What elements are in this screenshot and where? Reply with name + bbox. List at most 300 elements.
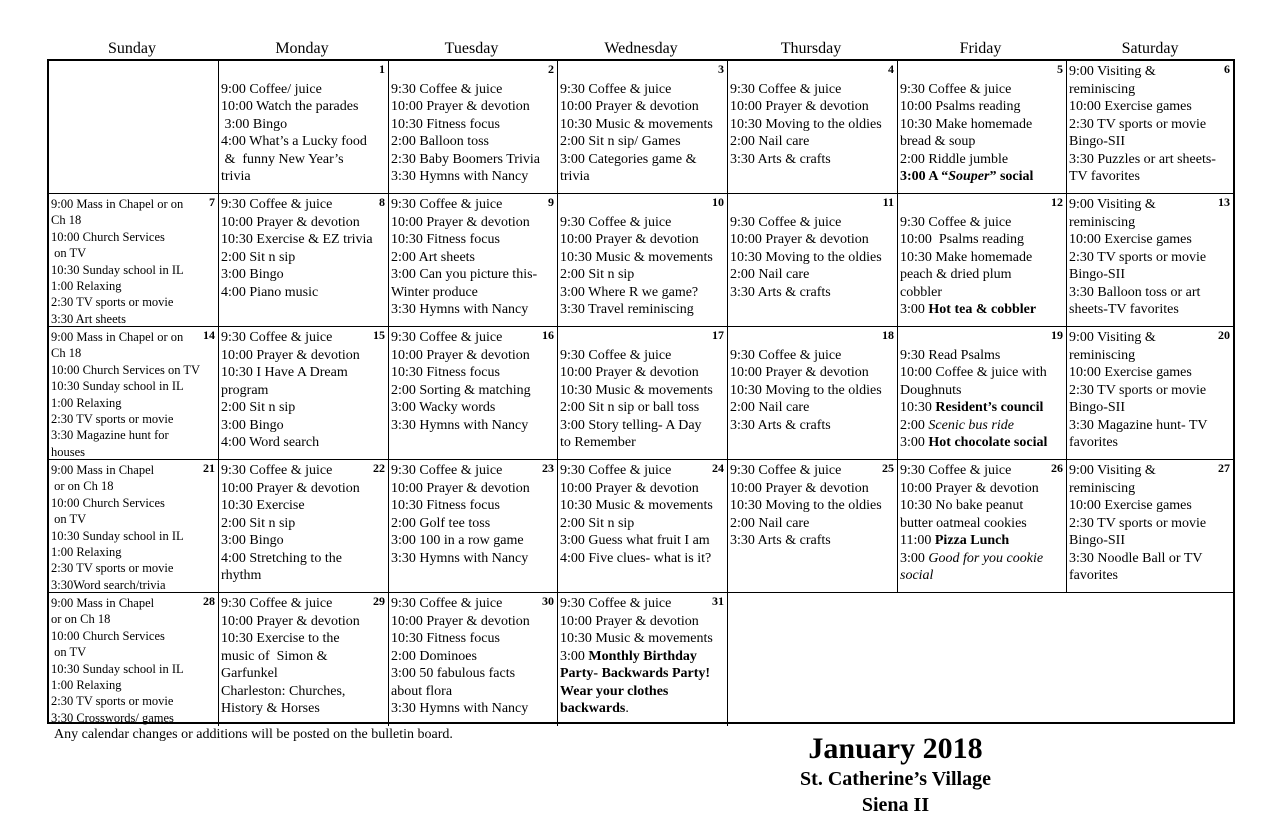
activity-line: 2:00 Sit n sip [560,515,635,531]
day-number: 13 [1218,195,1230,209]
activity-list [730,329,895,434]
footer-note: Any calendar changes or additions will be posted on the bulletin board. [54,727,453,742]
weekday-tuesday: Tuesday [444,40,499,57]
activity-line [560,700,725,718]
activity-line: TV favorites [1069,169,1140,184]
activity-line: 3:30 Hymns with Nancy [391,169,529,184]
activity-line: favorites [1069,568,1118,583]
day-number: 21 [203,461,215,475]
activity-line: 10:30 Music & movements [560,249,713,265]
activity-line: 3:30 Noodle Ball or TV [1069,550,1203,566]
activity-line [900,532,1064,550]
activity-line: 2:00 Sit n sip/ Games [560,134,681,149]
activity-line: 3:30 Arts & crafts [730,284,831,300]
activity-line: 9:30 Coffee & juice [900,463,1012,478]
activity-line: 3:30Word search/trivia [51,577,166,592]
activity-line: 4:00 Piano music [221,284,319,300]
activity-line: on TV [51,512,87,527]
activity-line: 2:00 Riddle jumble [900,151,1009,167]
activity-line [560,63,725,81]
activity-line [221,63,386,81]
weekday-header [47,38,1235,60]
day-cell [558,460,728,593]
day-number: 5 [1057,62,1063,76]
activity-line: 3:30 Crosswords/ games [51,710,174,725]
activity-text: social [900,568,934,583]
day-cell [898,460,1067,593]
activity-line: 10:00 Exercise games [1069,365,1192,380]
activity-line: 3:00 Bingo [221,267,284,282]
activity-list [51,196,216,327]
day-cell [49,327,219,460]
activity-line: 10:00 Exercise games [1069,99,1192,114]
activity-line [900,196,1064,214]
day-cell [1067,61,1233,194]
activity-line [560,665,725,683]
activity-line: 10:00 Prayer & devotion [391,99,530,114]
day-cell [1067,460,1233,593]
activity-line: 2:00 Sorting & matching [391,382,531,398]
activity-line: 10:00 Prayer & devotion [391,613,530,629]
activity-line: 3:30 Arts & crafts [730,417,831,433]
activity-line: 10:00 Prayer & devotion [730,99,869,114]
activity-line: 2:00 Nail care [730,267,810,282]
weekday-monday: Monday [275,40,329,57]
activity-line: 10:30 Sunday school in IL [51,528,184,543]
activity-line [900,399,1064,417]
activity-line: 9:30 Read Psalms [900,347,1001,363]
activity-line: about flora [391,683,453,699]
day-number: 29 [373,594,385,608]
day-number: 16 [542,328,554,342]
activity-line: 2:00 Sit n sip [221,249,296,265]
day-cell [219,61,389,194]
activity-line [900,550,1064,568]
activity-list [391,329,555,434]
day-number: 31 [712,594,724,608]
activity-list [391,595,555,718]
day-cell [219,194,389,327]
calendar-title-block [558,726,1233,818]
activity-line: 3:00 Wacky words [391,400,496,415]
day-number: 28 [203,594,215,608]
activity-line: 9:30 Coffee & juice [221,197,333,212]
activity-line: 3:00 Categories game & [560,151,697,167]
day-cell [1067,327,1233,460]
activity-line: reminiscing [1069,81,1136,97]
activity-line: 2:00 Nail care [730,400,810,415]
activity-line: 1:00 Relaxing [51,678,122,693]
activity-line: 10:30 Sunday school in IL [51,661,184,676]
activity-line: 3:30 Travel reminiscing [560,302,694,317]
activity-line [900,168,1064,186]
activity-text: Souper [948,169,990,184]
activity-line: 10:00 Church Services [51,628,165,643]
activity-line [900,434,1064,452]
day-number: 23 [542,461,554,475]
activity-line: 2:00 Golf tee toss [391,515,491,531]
activity-line: 10:30 Moving to the oldies [730,249,882,265]
activity-line: rhythm [221,568,262,583]
activity-list [1069,329,1231,452]
activity-line: 10:00 Prayer & devotion [730,365,869,380]
activity-line: 2:00 Sit n sip [560,267,635,282]
activity-line: 10:00 Prayer & devotion [560,365,699,380]
activity-line: 9:00 Coffee/ juice [221,81,322,97]
activity-line: 3:30 Magazine hunt for [51,428,169,443]
weekday-wednesday: Wednesday [604,40,678,57]
activity-line: 3:00 Guess what fruit I am [560,533,710,548]
activity-list [221,462,386,585]
day-cell [389,327,558,460]
activity-line: 9:30 Coffee & juice [730,81,842,97]
day-cell [898,194,1067,327]
activity-line: 9:30 Coffee & juice [560,596,672,611]
activity-text: Hot chocolate social [928,435,1048,450]
activity-line: 10:30 Make homemade [900,249,1033,265]
day-number: 18 [882,328,894,342]
day-cell [728,194,898,327]
activity-list [560,329,725,452]
day-cell [219,593,389,726]
activity-line: 10:00 Prayer & devotion [730,232,869,247]
activity-line: 9:00 Visiting & [1069,197,1156,212]
activity-line: or on Ch 18 [51,612,111,627]
activity-line: 9:30 Coffee & juice [900,214,1012,230]
activity-line: 10:30 Sunday school in IL [51,379,184,394]
day-cell [49,460,219,593]
day-number: 14 [203,328,215,342]
activity-line: to Remember [560,435,636,450]
activity-line: 3:30 Balloon toss or art [1069,284,1201,300]
activity-line: 9:30 Coffee & juice [560,81,672,97]
activity-line: 9:30 Coffee & juice [391,81,503,97]
activity-line: 10:30 Music & movements [560,631,713,646]
day-number: 1 [379,62,385,76]
activity-line: 2:00 Dominoes [391,648,477,664]
activity-line [900,567,1064,585]
activity-line: 9:30 Coffee & juice [221,463,333,478]
activity-list [730,196,895,301]
activity-text: 3:00 [900,302,929,317]
activity-list [560,462,725,567]
activity-line: 10:00 Prayer & devotion [391,480,530,496]
day-number: 15 [373,328,385,342]
activity-text: 3:00 [560,648,589,664]
activity-line: 3:00 Where R we game? [560,284,699,300]
activity-list [560,63,725,186]
activity-line: 10:00 Prayer & devotion [730,480,869,496]
activity-line: 9:00 Visiting & [1069,330,1156,345]
activity-line: 9:30 Coffee & juice [221,330,333,345]
activity-text: Good for you cookie [928,550,1044,566]
day-number: 24 [712,461,724,475]
activity-line: 9:00 Mass in Chapel [51,596,155,610]
activity-line [560,648,725,666]
day-number: 27 [1218,461,1230,475]
activity-line: Bingo-SII [1069,400,1125,415]
activity-line: 2:00 Sit n sip [221,400,296,415]
activity-line: 10:30 Moving to the oldies [730,498,882,513]
activity-line: 9:30 Coffee & juice [560,347,672,363]
day-cell [389,593,558,726]
activity-line: 1:00 Relaxing [51,395,122,410]
day-number: 7 [209,195,215,209]
activity-line: History & Horses [221,701,320,716]
activity-line: 2:30 TV sports or movie [51,694,174,709]
activity-line: 10:30 Fitness focus [391,631,500,646]
activity-line: 10:30 Make homemade [900,116,1033,132]
activity-line: 9:30 Coffee & juice [730,463,842,478]
activity-text: 2:00 [900,417,929,433]
activity-line: program [221,382,269,398]
activity-line: 10:00 Prayer & devotion [391,347,530,363]
activity-line: reminiscing [1069,214,1136,230]
activity-text: . [625,701,629,716]
unit-name: Siena II [861,794,930,817]
activity-list [51,329,216,460]
weekday-sunday: Sunday [108,40,156,57]
activity-line: 2:30 TV sports or movie [51,295,174,310]
day-cell [1067,194,1233,327]
activity-line [391,63,555,81]
day-cell [219,327,389,460]
activity-text: 11:00 [900,533,935,548]
activity-line: 2:30 TV sports or movie [51,561,174,576]
activity-line: on TV [51,645,87,660]
activity-text: 10:30 [900,400,936,415]
activity-line [730,63,895,81]
activity-list [900,196,1064,319]
activity-line: 9:00 Mass in Chapel or on [51,197,184,211]
activity-line: 3:30 Hymns with Nancy [391,417,529,433]
activity-line: 10:00 Prayer & devotion [560,232,699,247]
activity-list [51,595,216,726]
activity-line: Bingo-SII [1069,134,1125,149]
activity-line: 10:30 I Have A Dream [221,365,348,380]
day-cell [558,593,728,726]
activity-line: 9:30 Coffee & juice [391,197,503,212]
activity-line: 10:30 Exercise & EZ trivia [221,232,373,247]
day-cell [389,460,558,593]
day-cell [389,194,558,327]
activity-line: Bingo-SII [1069,533,1125,548]
activity-list [221,595,386,718]
activity-list [1069,196,1231,319]
activity-line [560,329,725,347]
activity-line: 2:30 TV sports or movie [1069,515,1207,531]
activity-list [391,462,555,567]
activity-line: 10:30 Fitness focus [391,232,500,247]
activity-line: 10:30 No bake peanut [900,498,1024,513]
activity-line: reminiscing [1069,480,1136,496]
activity-line [560,196,725,214]
activity-line: houses [51,444,86,459]
activity-list [221,63,386,186]
activity-list [560,595,725,718]
activity-line: 10:00 Exercise games [1069,498,1192,513]
day-cell [898,327,1067,460]
activity-line: 10:30 Fitness focus [391,116,500,132]
activity-line: trivia [221,169,251,184]
activity-line: 10:00 Prayer & devotion [221,347,360,363]
activity-list [900,329,1064,452]
day-number: 3 [718,62,724,76]
activity-line: Winter produce [391,284,478,300]
day-number: 10 [712,195,724,209]
activity-text: ” social [989,169,1034,184]
activity-text: Wear your clothes [560,683,669,699]
activity-line [900,417,1064,435]
activity-line: 9:30 Coffee & juice [730,347,842,363]
activity-line: & funny New Year’s [221,151,344,167]
day-number: 19 [1051,328,1063,342]
activity-line [730,196,895,214]
activity-line: 3:30 Arts & crafts [730,151,831,167]
activity-line: 10:00 Church Services [51,229,165,244]
activity-line: 10:00 Prayer & devotion [560,613,699,629]
activity-line: 9:30 Coffee & juice [391,596,503,611]
activity-line: 2:00 Sit n sip or ball toss [560,400,700,415]
day-cell [49,593,219,726]
activity-list [900,462,1064,585]
activity-line: 4:00 Word search [221,435,320,450]
activity-line: 10:30 Fitness focus [391,365,500,380]
activity-line: 3:30 Arts & crafts [730,533,831,548]
activity-line: Garfunkel [221,666,278,681]
activity-line: 10:00 Coffee & juice with [900,365,1047,380]
activity-line: Charleston: Churches, [221,683,346,699]
day-number: 6 [1224,62,1230,76]
activity-line [560,683,725,701]
activity-line: 10:30 Sunday school in IL [51,262,184,277]
activity-line: 10:00 Prayer & devotion [560,480,699,496]
activity-line: sheets-TV favorites [1069,302,1179,317]
activity-text: Pizza Lunch [934,533,1010,548]
day-number: 17 [712,328,724,342]
activity-line: on TV [51,246,87,261]
activity-text: 3:00 [900,169,929,184]
activity-list [391,196,555,319]
activity-line: 10:30 Fitness focus [391,498,500,513]
activity-line: 10:00 Exercise games [1069,232,1192,247]
activity-line: 3:30 Puzzles or art sheets- [1069,151,1216,167]
activity-line: 10:00 Prayer & devotion [221,613,360,629]
activity-text: Party- Backwards Party! [560,666,711,681]
day-cell [898,61,1067,194]
activity-line: 10:30 Music & movements [560,498,713,513]
activity-line: 2:30 TV sports or movie [1069,249,1207,265]
activity-list [1069,462,1231,585]
activity-line: favorites [1069,435,1118,450]
activity-line: 3:00 Can you picture this- [391,267,538,282]
activity-line: 10:00 Prayer & devotion [221,480,360,496]
day-number: 30 [542,594,554,608]
activity-line: 10:30 Music & movements [560,116,713,132]
activity-line: 2:30 Baby Boomers Trivia [391,151,540,167]
activity-line: reminiscing [1069,347,1136,363]
activity-line: Doughnuts [900,382,962,398]
activity-line: 9:00 Mass in Chapel [51,463,155,477]
activity-line: peach & dried plum [900,267,1012,282]
activity-line: 4:00 Stretching to the [221,550,342,566]
activity-line: 10:30 Moving to the oldies [730,382,882,398]
activity-line [730,329,895,347]
activity-line: 3:30 Hymns with Nancy [391,701,529,716]
facility-name: St. Catherine’s Village [800,768,991,791]
activity-text: Monthly Birthday [588,648,697,664]
activity-line: 10:00 Prayer & devotion [221,214,360,230]
activity-line: 10:00 Prayer & devotion [560,99,699,114]
day-number: 25 [882,461,894,475]
activity-line: 10:00 Psalms reading [900,99,1021,114]
activity-line: 3:00 50 fabulous facts [391,666,516,681]
day-cell [558,194,728,327]
activity-line: 10:00 Church Services on TV [51,362,201,377]
activity-line: 9:30 Coffee & juice [900,81,1012,97]
activity-line: bread & soup [900,134,976,149]
activity-line: trivia [560,169,590,184]
activity-list [221,196,386,301]
weekday-saturday: Saturday [1121,40,1179,57]
activity-line: 3:00 Bingo [221,116,288,132]
day-number: 22 [373,461,385,475]
activity-line: 1:00 Relaxing [51,545,122,560]
activity-line: 3:00 Bingo [221,533,284,548]
activity-list [391,63,555,186]
activity-line: Bingo-SII [1069,267,1125,282]
activity-line: 2:00 Nail care [730,515,810,531]
activity-text: 3:00 [900,550,929,566]
activity-line: 10:00 Church Services [51,495,165,510]
activity-line: 4:00 What’s a Lucky food [221,134,367,149]
activity-text: A “ [928,169,949,184]
activity-line: or on Ch 18 [51,479,114,494]
activity-line [900,63,1064,81]
activity-list [900,63,1064,186]
activity-text: backwards [560,701,626,716]
activity-line: 10:30 Exercise [221,498,305,513]
day-cell [389,61,558,194]
activity-line: 10:00 Prayer & devotion [391,214,530,230]
activity-line: Ch 18 [51,213,82,228]
activity-line: music of Simon & [221,648,328,664]
activity-line: butter oatmeal cookies [900,515,1027,531]
month-title: January 2018 [808,732,983,766]
activity-line [900,329,1064,347]
activity-line: 9:30 Coffee & juice [560,463,672,478]
activity-line: 10:30 Music & movements [560,382,713,398]
day-number: 12 [1051,195,1063,209]
activity-line: 9:30 Coffee & juice [221,596,333,611]
activity-line: 3:30 Hymns with Nancy [391,550,529,566]
activity-line: 3:00 Bingo [221,417,284,433]
activity-text: 3:00 [900,435,929,450]
day-cell [728,327,898,460]
activity-line: 2:00 Sit n sip [221,515,296,531]
activity-line: 9:30 Coffee & juice [560,214,672,230]
activity-line: cobbler [900,284,942,300]
activity-line: 2:00 Nail care [730,134,810,149]
activity-line: 3:30 Hymns with Nancy [391,302,529,317]
activity-list [730,63,895,168]
activity-line: 2:30 TV sports or movie [1069,382,1207,398]
activity-line: 9:00 Visiting & [1069,463,1156,478]
activity-line: 10:30 Exercise to the [221,631,340,646]
activity-line: 2:00 Balloon toss [391,134,490,149]
activity-list [51,462,216,593]
day-cell [728,460,898,593]
